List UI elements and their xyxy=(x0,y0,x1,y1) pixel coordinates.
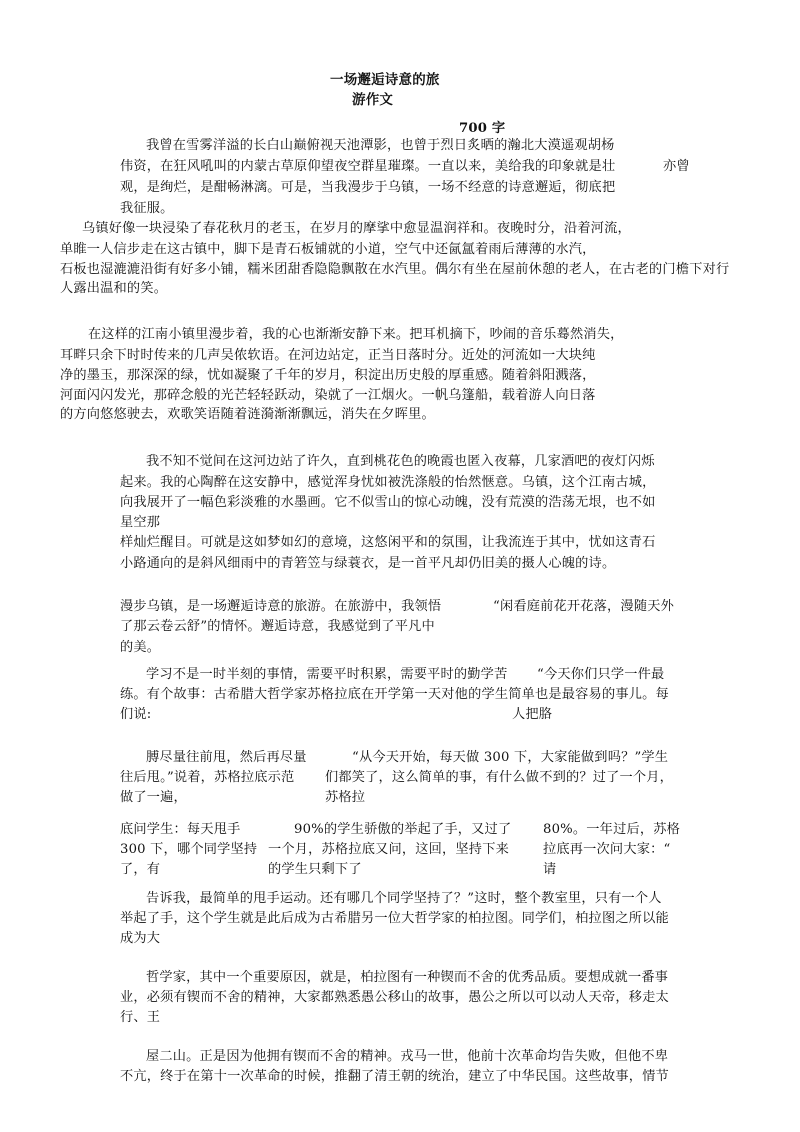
text-line: 80%。一年过后，苏格 xyxy=(543,822,681,837)
text-line: 我征服。 xyxy=(120,201,174,216)
text-line: 请 xyxy=(543,862,557,877)
text-line: “从今天开始，每天做 300 下，大家能做到吗？”学生 xyxy=(352,750,669,765)
text-line: 起来。我的心陶醉在这安静中，感觉浑身忧如被洗涤般的怡然惬意。乌镇，这个江南古城， xyxy=(120,475,656,490)
text-line: 成为大 xyxy=(120,931,161,946)
text-line: 不亢，终于在第十一次革命的时候，推翻了清王朝的统治，建立了中华民国。这些故事，情节 xyxy=(120,1069,669,1084)
text-line: 人把胳 xyxy=(512,707,553,722)
text-line: 练。有个故事：古希腊大哲学家苏格拉底在开学第一天对他的学生简单也是最容易的事儿。每 xyxy=(120,687,669,702)
text-line: 样灿烂醒目。可就是这如梦如幻的意境，这悠闲平和的氛围，让我流连于其中，忧如这青石 xyxy=(120,535,656,550)
text-line: 人露出温和的笑。 xyxy=(60,281,168,296)
word-count: 700 字 xyxy=(459,121,506,136)
text-line: 向我展开了一幅色彩淡雅的水墨画。它不似雪山的惊心动魄，没有荒漠的浩荡无垠，也不如 xyxy=(120,495,656,510)
text-line: 观，是绚烂，是酣畅淋漓。可是，当我漫步于乌镇，一场不经意的诗意邂逅，彻底把 xyxy=(120,180,616,195)
text-line: 告诉我，最简单的甩手运动。还有哪几个同学坚持了？”这时，整个教室里，只有一个人 xyxy=(146,891,662,906)
text-line: 耳畔只余下时时传来的几声吴侬软语。在河边站定，正当日落时分。近处的河流如一大块纯 xyxy=(60,348,596,363)
document-title: 一场邂逅诗意的旅 xyxy=(330,72,440,88)
text-line: 的方向悠悠驶去，欢歌笑语随着涟漪渐渐飘远，消失在夕晖里。 xyxy=(60,407,435,422)
text-line: 膊尽量往前甩，然后再尽量 xyxy=(146,750,307,765)
text-line: 伟资，在狂风吼叫的内蒙古草原仰望夜空群星璀璨。一直以来，美给我的印象就是壮 xyxy=(120,159,616,174)
text-line: 漫步乌镇，是一场邂逅诗意的旅游。在旅游中，我领悟 xyxy=(120,599,442,614)
text-line: 了那云卷云舒”的情怀。邂逅诗意，我感觉到了平凡中 xyxy=(120,619,435,634)
text-line: 了，有 xyxy=(120,862,161,877)
text-line: 在这样的江南小镇里漫步着，我的心也渐渐安静下来。把耳机摘下，吵闹的音乐蓦然消失， xyxy=(88,327,624,342)
text-line: 学习不是一时半刻的事情，需要平时积累，需要平时的勤学苦 xyxy=(146,667,508,682)
text-line: 一个月，苏格拉底又问，这回，坚持下来 xyxy=(268,842,509,857)
text-line: 单睢一人信步走在这古镇中，脚下是青石板铺就的小道，空气中还氤氲着雨后薄薄的水汽， xyxy=(60,242,596,257)
text-line: 举起了手，这个学生就是此后成为古希腊另一位大哲学家的柏拉图。同学们，柏拉图之所以能 xyxy=(120,911,669,926)
text-line: 们说: xyxy=(120,707,152,722)
text-line: 300 下，哪个同学坚持 xyxy=(120,842,258,857)
text-line: 亦曾 xyxy=(663,159,690,174)
text-line: 行、王 xyxy=(120,1010,161,1025)
text-line: 哲学家，其中一个重要原因，就是，柏拉图有一种锲而不舍的优秀品质。要想成就一番事 xyxy=(146,970,669,985)
text-line: 星空那 xyxy=(120,515,161,530)
text-line: “今天你们只学一件最 xyxy=(537,667,665,682)
text-line: 净的墨玉，那深深的绿，忧如凝聚了千年的岁月，积淀出历史般的厚重感。随着斜阳溅落， xyxy=(60,368,596,383)
text-line: “闲看庭前花开花落，漫随天外 xyxy=(493,599,674,614)
text-line: 的学生只剩下了 xyxy=(268,862,362,877)
text-line: 90%的学生骄傲的举起了手，又过了 xyxy=(294,822,512,837)
text-line: 河面闪闪发光，那碎念般的光芒轻轻跃动，染就了一江烟火。一帆乌篷船，载着游人向日落 xyxy=(60,388,596,403)
text-line: 拉底再一次问大家：“ xyxy=(543,842,671,857)
document-subtitle: 游作文 xyxy=(352,92,394,108)
text-line: 石板也湿漉漉沿街有好多小铺，糯米团甜香隐隐飘散在水汽里。偶尔有坐在屋前休憩的老人，在古老的门檐下对行 xyxy=(60,262,730,277)
text-line: 屋二山。正是因为他拥有锲而不舍的精神。戎马一世，他前十次革命均告失败，但他不卑 xyxy=(146,1049,669,1064)
text-line: 做了一遍， xyxy=(120,790,187,805)
text-line: 的美。 xyxy=(120,640,161,655)
text-line: 我曾在雪雾洋溢的长白山巅俯视天池潭影，也曾于烈日炙晒的瀚北大漠遥观胡杨 xyxy=(146,138,615,153)
text-line: 乌镇好像一块浸染了春花秋月的老玉，在岁月的摩挲中愈显温润祥和。夜晚时分，沿着河流， xyxy=(82,221,631,236)
text-line: 往后甩。”说着，苏格拉底示范 xyxy=(120,770,295,785)
text-line: 业，必须有锲而不舍的精神，大家都熟悉愚公移山的故事，愚公之所以可以动人天帝，移走太 xyxy=(120,990,669,1005)
text-line: 苏格拉 xyxy=(325,790,366,805)
text-line: 我不知不觉间在这河边站了许久，直到桃花色的晚霞也匿入夜幕，几家酒吧的夜灯闪烁 xyxy=(146,454,655,469)
text-line: 底问学生：每天甩手 xyxy=(120,822,241,837)
text-line: 小路通向的是斜风细雨中的青箬笠与绿蓑衣，是一首平凡却仍旧美的摄人心魄的诗。 xyxy=(120,556,616,571)
text-line: 们都笑了，这么简单的事，有什么做不到的？过了一个月， xyxy=(325,770,674,785)
